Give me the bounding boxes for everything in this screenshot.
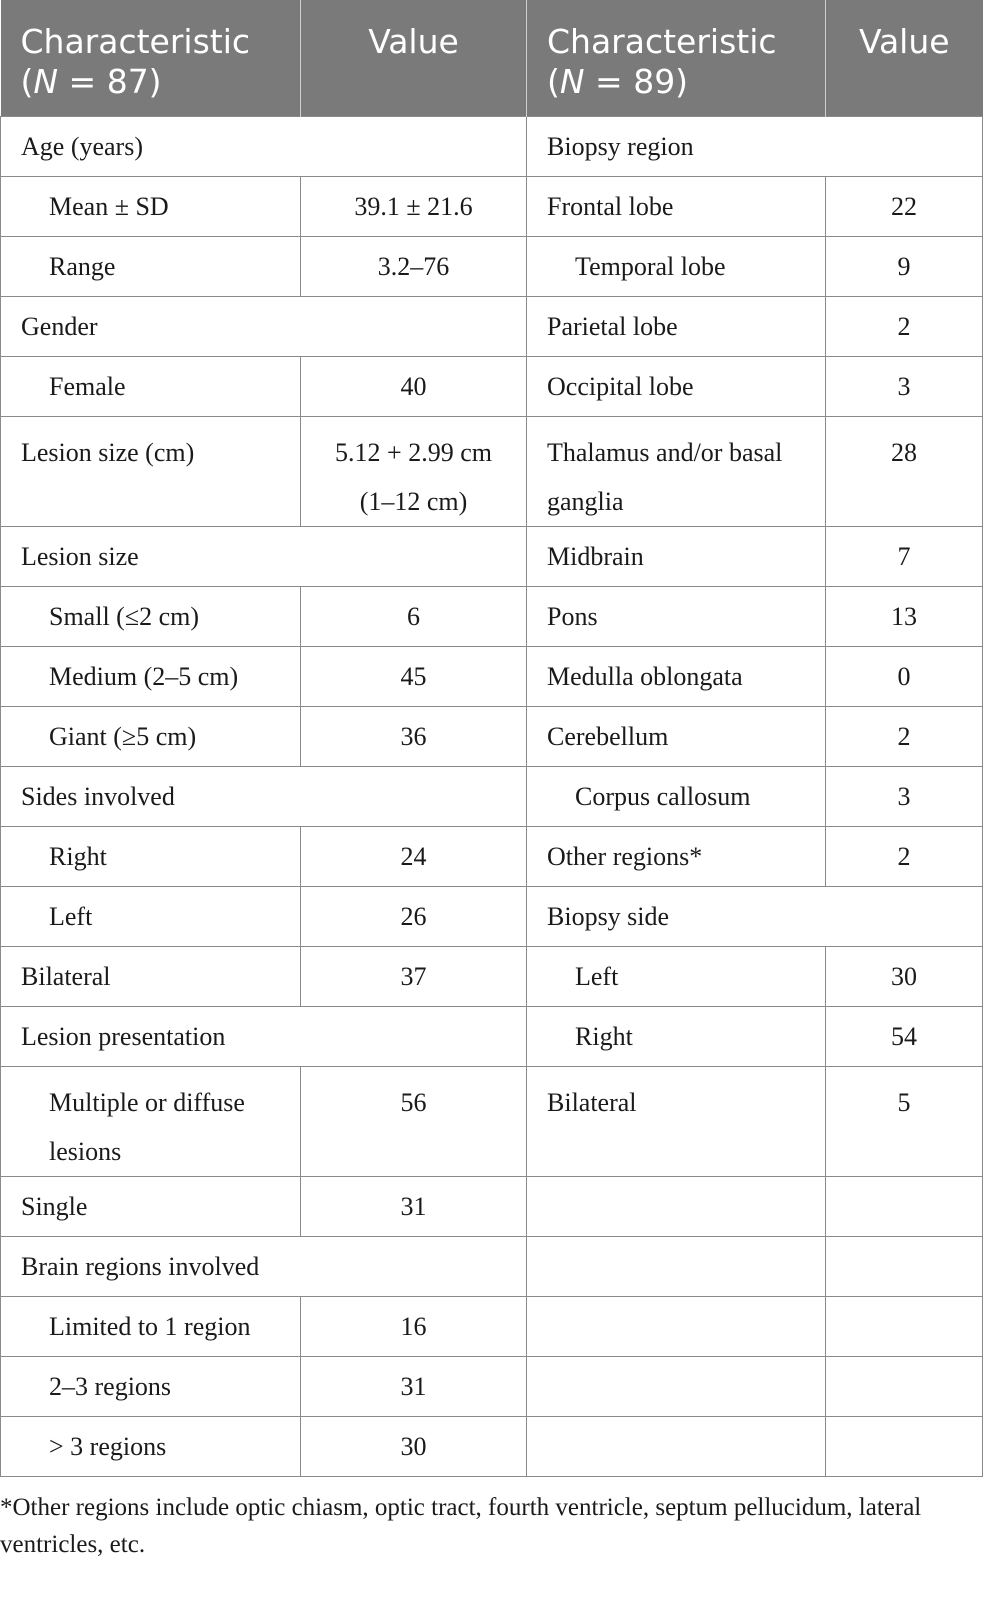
- row-value-left: 31: [301, 1177, 527, 1237]
- header-value-left: Value: [301, 0, 527, 117]
- table-row: [1, 237, 983, 297]
- row-label-left: Lesion size: [1, 527, 527, 587]
- table-row: [1, 1357, 983, 1417]
- row-label-left: Medium (2–5 cm): [1, 647, 301, 707]
- row-value-right: [826, 1417, 983, 1477]
- table-row: [1, 707, 983, 767]
- table-row: [1, 117, 983, 177]
- row-value-left: 39.1 ± 21.6: [301, 177, 527, 237]
- row-label-left: Mean ± SD: [1, 177, 301, 237]
- row-label-right: Pons: [527, 587, 826, 647]
- row-label-right: Midbrain: [527, 527, 826, 587]
- row-value-right: 2: [826, 827, 983, 887]
- row-label-right: Right: [527, 1007, 826, 1067]
- row-value-left: 31: [301, 1357, 527, 1417]
- row-label-left: Lesion presentation: [1, 1007, 527, 1067]
- row-label-right: Occipital lobe: [527, 357, 826, 417]
- row-value-left: 30: [301, 1417, 527, 1477]
- row-value-right: 2: [826, 707, 983, 767]
- row-label-left: Range: [1, 237, 301, 297]
- row-label-left: Limited to 1 region: [1, 1297, 301, 1357]
- row-value-right: 3: [826, 357, 983, 417]
- row-label-left: Left: [1, 887, 301, 947]
- row-label-left: 2–3 regions: [1, 1357, 301, 1417]
- row-label-right: Biopsy region: [527, 117, 983, 177]
- row-label-right: Cerebellum: [527, 707, 826, 767]
- table-row: [1, 357, 983, 417]
- row-value-right: [826, 1297, 983, 1357]
- row-value-right: 22: [826, 177, 983, 237]
- row-value-right: [826, 1357, 983, 1417]
- table-row: [1, 417, 983, 527]
- row-value-left: 24: [301, 827, 527, 887]
- row-label-left: Small (≤2 cm): [1, 587, 301, 647]
- row-value-left: 45: [301, 647, 527, 707]
- table-row: [1, 297, 983, 357]
- row-value-left: 36: [301, 707, 527, 767]
- row-label-right: [527, 1297, 826, 1357]
- header-value-right: Value: [826, 0, 983, 117]
- row-value-right: 54: [826, 1007, 983, 1067]
- footnote-line-2: ventricles, etc.: [0, 1531, 146, 1558]
- row-value-right: 3: [826, 767, 983, 827]
- table-row: [1, 177, 983, 237]
- row-label-right: [527, 1357, 826, 1417]
- row-label-left: Brain regions involved: [1, 1237, 527, 1297]
- row-value-right: 7: [826, 527, 983, 587]
- row-label-left: Multiple or diffuse lesions: [1, 1067, 301, 1177]
- row-label-right: Biopsy side: [527, 887, 983, 947]
- footnote-line-1: *Other regions include optic chiasm, optic tract, fourth ventricle, septum pellucidum, lateral: [0, 1494, 922, 1521]
- header-characteristic-right: Characteristic (N = 89): [527, 0, 826, 117]
- table-row: [1, 1237, 983, 1297]
- table-row: [1, 527, 983, 587]
- table-row: [1, 1067, 983, 1177]
- row-label-right: Medulla oblongata: [527, 647, 826, 707]
- row-value-right: 9: [826, 237, 983, 297]
- row-label-right: Thalamus and/or basal ganglia: [527, 417, 826, 527]
- table-row: [1, 1007, 983, 1067]
- row-label-left: Giant (≥5 cm): [1, 707, 301, 767]
- header-row: [1, 0, 983, 117]
- row-label-left: Age (years): [1, 117, 527, 177]
- row-value-left: 6: [301, 587, 527, 647]
- row-value-right: 5: [826, 1067, 983, 1177]
- table-row: [1, 887, 983, 947]
- row-label-right: Corpus callosum: [527, 767, 826, 827]
- table-row: [1, 947, 983, 1007]
- table-row: [1, 1417, 983, 1477]
- row-label-right: [527, 1417, 826, 1477]
- row-label-right: Left: [527, 947, 826, 1007]
- table-footnote: [0, 1489, 985, 1563]
- table-row: [1, 1297, 983, 1357]
- row-value-right: [826, 1237, 983, 1297]
- row-value-left: 37: [301, 947, 527, 1007]
- row-value-right: 30: [826, 947, 983, 1007]
- row-value-left: 3.2–76: [301, 237, 527, 297]
- table-row: [1, 827, 983, 887]
- row-value-left: 5.12 + 2.99 cm (1–12 cm): [301, 417, 527, 527]
- row-label-left: > 3 regions: [1, 1417, 301, 1477]
- row-value-right: 2: [826, 297, 983, 357]
- row-label-left: Lesion size (cm): [1, 417, 301, 527]
- table-row: [1, 1177, 983, 1237]
- table-row: [1, 767, 983, 827]
- row-label-left: Bilateral: [1, 947, 301, 1007]
- row-value-left: 26: [301, 887, 527, 947]
- row-label-left: Gender: [1, 297, 527, 357]
- table-row: [1, 647, 983, 707]
- row-value-right: [826, 1177, 983, 1237]
- row-label-right: Frontal lobe: [527, 177, 826, 237]
- row-label-left: Sides involved: [1, 767, 527, 827]
- row-value-left: 16: [301, 1297, 527, 1357]
- row-label-left: Right: [1, 827, 301, 887]
- row-value-right: 13: [826, 587, 983, 647]
- row-value-right: 0: [826, 647, 983, 707]
- header-characteristic-left: Characteristic (N = 87): [1, 0, 301, 117]
- row-label-right: [527, 1177, 826, 1237]
- row-value-right: 28: [826, 417, 983, 527]
- row-label-right: [527, 1237, 826, 1297]
- row-value-left: 56: [301, 1067, 527, 1177]
- row-value-left: 40: [301, 357, 527, 417]
- row-label-right: Temporal lobe: [527, 237, 826, 297]
- row-label-left: Female: [1, 357, 301, 417]
- row-label-right: Bilateral: [527, 1067, 826, 1177]
- table-row: [1, 587, 983, 647]
- row-label-right: Parietal lobe: [527, 297, 826, 357]
- row-label-right: Other regions*: [527, 827, 826, 887]
- row-label-left: Single: [1, 1177, 301, 1237]
